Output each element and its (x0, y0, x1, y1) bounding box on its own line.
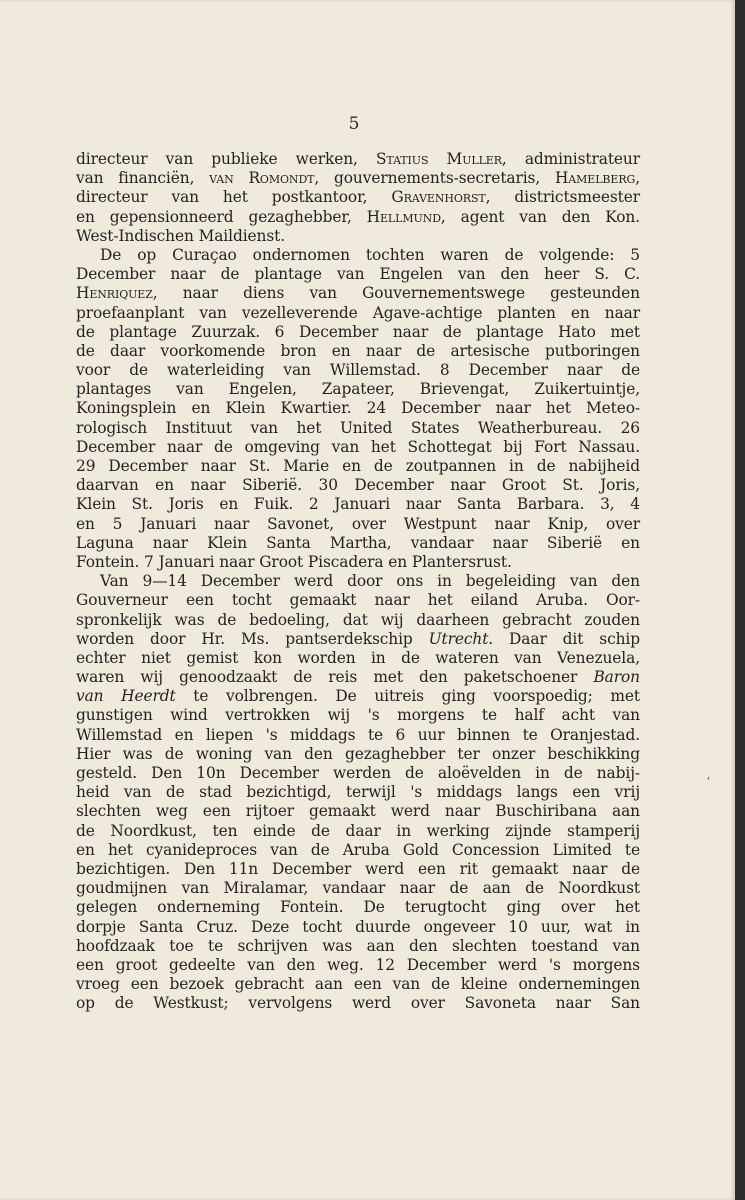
person-name: Henriquez (76, 284, 153, 303)
text-line (76, 937, 640, 956)
person-name: Statius Muller (375, 150, 502, 168)
text-run: gelegen onderneming Fontein. De terugtocht ging over het (76, 898, 640, 917)
text-run: slechten weg een rijtoer gemaakt werd naar Buschiribana aan (76, 802, 640, 821)
text-run: De op Curaçao ondernomen tochten waren de volgende: 5 (100, 245, 640, 264)
text-line (76, 841, 640, 860)
text-line (76, 975, 640, 994)
text-line (76, 764, 640, 783)
person-name: Hamelberg (554, 169, 636, 188)
text-run: en het cyanideproces van de Aruba Gold Concession Limited te (76, 840, 640, 859)
text-run: de Noordkust, ten einde de daar in werking zijnde stamperij (76, 821, 640, 840)
text-line (76, 706, 640, 725)
text-run: voor de waterleiding van Willemstad. 8 December naar de (76, 361, 640, 380)
text-line (76, 476, 640, 495)
person-name: Gravenhorst (391, 188, 486, 207)
text-line (76, 898, 640, 917)
text-line (76, 304, 640, 323)
text-run: daarvan en naar Siberië. 30 December naar Groot St. Joris, (76, 476, 640, 495)
text-line (76, 169, 640, 188)
text-run: heid van de stad bezichtigd, terwijl 's middags langs een vrij (76, 783, 640, 802)
text-run: worden door Hr. Ms. pantserdekschip (76, 629, 429, 648)
text-run: dorpje Santa Cruz. Deze tocht duurde ongeveer 10 uur, wat in (76, 917, 640, 936)
text-run: Gouverneur een tocht gemaakt naar het eiland Aruba. Oor- (76, 591, 640, 610)
text-run: , gouvernements-secretaris, (314, 169, 555, 188)
text-run: gesteld. Den 10n December werden de aloëvelden in de nabij- (76, 764, 640, 782)
text-run: een groot gedeelte van den weg. 12 December werd 's morgens (76, 955, 640, 974)
text-line (76, 879, 640, 898)
text-run: , districtsmeester (485, 188, 640, 207)
text-line (76, 534, 640, 553)
text-line (76, 419, 640, 438)
text-run: op de Westkust; vervolgens werd over Savoneta naar San (76, 994, 640, 1013)
text-run: , administrateur (501, 150, 641, 168)
text-line (76, 822, 640, 841)
text-run: West-Indischen Maildienst. (76, 226, 286, 245)
text-line (76, 246, 640, 265)
text-line (76, 438, 640, 457)
text-line (76, 611, 640, 630)
text-line (76, 668, 640, 687)
text-line (76, 361, 640, 380)
text-run: Hier was de woning van den gezaghebber ter onzer beschikking (76, 744, 640, 763)
text-line (76, 630, 640, 649)
text-run: spronkelijk was de bedoeling, dat wij daarheen gebracht zouden (76, 610, 640, 629)
text-run: waren wij genoodzaakt de reis met den paketschoener (76, 668, 594, 687)
ship-name: Utrecht (428, 629, 489, 648)
person-name: van Romondt (209, 169, 315, 188)
text-line (76, 649, 640, 668)
text-line (76, 802, 640, 821)
text-line (76, 994, 640, 1013)
ship-name: van Heerdt (76, 687, 176, 706)
text-line (76, 227, 640, 246)
text-run: . Daar dit schip (488, 629, 640, 648)
text-run: en 5 Januari naar Savonet, over Westpunt naar Knip, over (76, 514, 640, 533)
text-run: 29 December naar St. Marie en de zoutpannen in de nabijheid (76, 457, 640, 475)
text-run: echter niet gemist kon worden in de wateren van Venezuela, (76, 648, 640, 667)
text-run: en gepensionneerd gezaghebber, (76, 207, 367, 226)
text-line (76, 783, 640, 802)
text-line (76, 956, 640, 975)
text-line (76, 457, 640, 476)
margin-mark: ʼ (706, 775, 710, 789)
text-run: , naar diens van Gouvernementswege gesteunden (152, 284, 640, 303)
text-line (76, 918, 640, 937)
text-run: plantages van Engelen, Zapateer, Brievengat, Zuikertuintje, (76, 380, 640, 399)
text-run: vroeg een bezoek gebracht aan een van de kleine ondernemingen (76, 975, 640, 994)
body-text (76, 150, 640, 1013)
text-line (76, 150, 640, 169)
text-run: proefaanplant van vezelleverende Agave-achtige planten en naar (76, 303, 640, 322)
scan-border (735, 0, 745, 1200)
text-run: Laguna naar Klein Santa Martha, vandaar naar Siberië en (76, 533, 640, 552)
text-line (76, 188, 640, 207)
ship-name: Baron (593, 668, 640, 687)
text-run: directeur van het postkantoor, (76, 188, 392, 207)
text-run: , agent van den Kon. (440, 207, 640, 226)
text-run: rologisch Instituut van het United States Weatherbureau. 26 (76, 418, 640, 437)
text-run: directeur van publieke werken, (76, 150, 376, 168)
text-line (76, 265, 640, 284)
text-line (76, 726, 640, 745)
text-run: December naar de omgeving van het Schottegat bij Fort Nassau. (76, 437, 640, 456)
text-run: , (635, 169, 640, 188)
text-run: Fontein. 7 Januari naar Groot Piscadera en Plantersrust. (76, 552, 512, 571)
page-number: 5 (348, 114, 360, 134)
text-run: hoofdzaak toe te schrijven was aan den slechten toestand van (76, 936, 640, 955)
text-run: Willemstad en liepen 's middags te 6 uur binnen te Oranjestad. (76, 725, 640, 744)
text-line (76, 495, 640, 514)
text-line (76, 284, 640, 303)
text-line (76, 572, 640, 591)
text-line (76, 687, 640, 706)
person-name: Hellmund (366, 207, 441, 226)
text-line (76, 323, 640, 342)
text-run: de plantage Zuurzak. 6 December naar de plantage Hato met (76, 322, 640, 341)
text-run: van financiën, (76, 169, 210, 188)
text-run: te volbrengen. De uitreis ging voorspoedig; met (175, 687, 640, 706)
text-run: Klein St. Joris en Fuik. 2 Januari naar Santa Barbara. 3, 4 (76, 495, 640, 514)
text-run: de daar voorkomende bron en naar de artesische putboringen (76, 341, 640, 360)
text-line (76, 745, 640, 764)
text-line (76, 399, 640, 418)
text-line (76, 342, 640, 361)
text-run: Van 9—14 December werd door ons in begeleiding van den (100, 572, 640, 591)
text-line (76, 208, 640, 227)
text-run: Koningsplein en Klein Kwartier. 24 December naar het Meteo- (76, 399, 640, 418)
text-line (76, 860, 640, 879)
text-run: goudmijnen van Miralamar, vandaar naar de aan de Noordkust (76, 879, 640, 898)
text-line (76, 591, 640, 610)
text-line (76, 515, 640, 534)
text-run: gunstigen wind vertrokken wij 's morgens te half acht van (76, 706, 640, 725)
text-line (76, 380, 640, 399)
text-line (76, 553, 640, 572)
text-run: December naar de plantage van Engelen van den heer S. C. (76, 265, 640, 284)
text-run: bezichtigen. Den 11n December werd een rit gemaakt naar de (76, 859, 640, 878)
